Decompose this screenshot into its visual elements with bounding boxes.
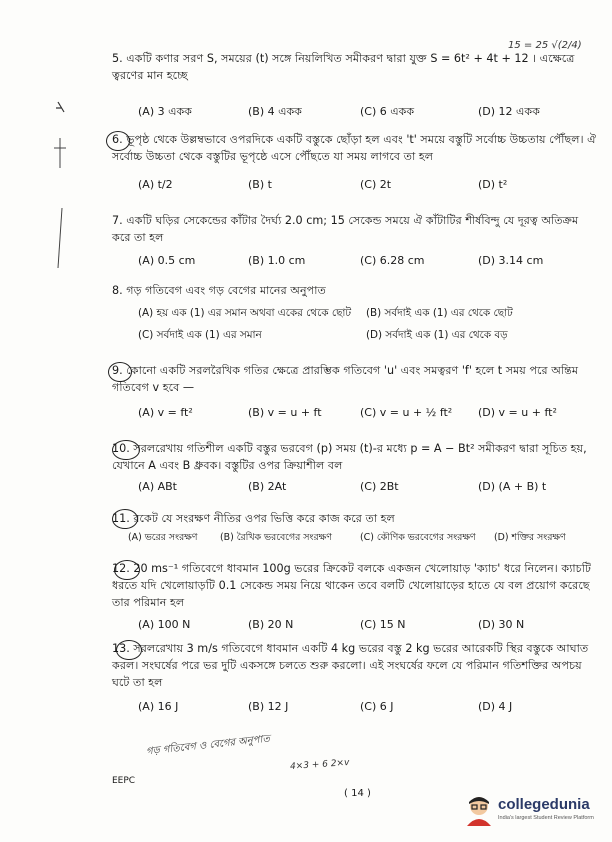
option-a[interactable]: (A) হয় এক (1) এর সমান অথবা একের থেকে ছোট <box>138 307 352 319</box>
option-b[interactable]: (B) 20 N <box>248 618 294 631</box>
option-c[interactable]: (C) কৌণিক ভরবেগের সংরক্ষণ <box>360 532 476 543</box>
option-b[interactable]: (B) সর্বদাই এক (1) এর থেকে ছোট <box>366 307 513 319</box>
question-number: 13. <box>112 642 130 655</box>
question-11 <box>112 510 600 527</box>
option-a[interactable]: (A) t/2 <box>138 178 173 191</box>
option-d[interactable]: (D) 3.14 cm <box>478 254 544 267</box>
option-c[interactable]: (C) 6 J <box>360 700 394 713</box>
question-7 <box>112 212 600 246</box>
option-a[interactable]: (A) 0.5 cm <box>138 254 196 267</box>
question-number: 5. <box>112 52 123 65</box>
question-9 <box>112 362 600 396</box>
option-a[interactable]: (A) ভরের সংরক্ষণ <box>128 532 198 543</box>
question-text: সরলরেখায় গতিশীল একটি বস্তুর ভরবেগ (p) সময় (t)-র মধ্যে p = A − Bt² সমীকরণ দ্বারা সূচিত হয়, যেখানে A এবং B ধ্রুবক। বস্তুটির ওপর ক্রিয়াশীল বল <box>112 442 587 472</box>
question-text: সরলরেখায় 3 m/s গতিবেগে ধাবমান একটি 4 kg ভরের বস্তু 2 kg ভরের আরেকটি স্থির বস্তুকে আঘাত করল। সংঘর্ষের পরে ভর দুটি একসঙ্গে চলতে শুরু করলো। এই সংঘর্ষের ফলে যে পরিমান গতিশক্তির অপচয় ঘটে তা হল <box>112 642 589 689</box>
option-c[interactable]: (C) সর্বদাই এক (1) এর সমান <box>138 329 262 341</box>
question-6 <box>112 131 600 165</box>
option-d[interactable]: (D) 30 N <box>478 618 525 631</box>
question-number: 11. <box>112 512 130 525</box>
question-text: গড় গতিবেগ এবং গড় বেগের মানের অনুপাত <box>126 284 326 297</box>
footer-code: EEPC <box>112 776 136 786</box>
option-d[interactable]: (D) সর্বদাই এক (1) এর থেকে বড় <box>366 329 508 341</box>
question-text: রকেট যে সংরক্ষণ নীতির ওপর ভিত্তি করে কাজ করে তা হল <box>133 512 395 525</box>
question-number: 9. <box>112 364 123 377</box>
option-a[interactable]: (A) ABt <box>138 480 177 493</box>
option-d[interactable]: (D) 12 একক <box>478 105 540 118</box>
option-a[interactable]: (A) 100 N <box>138 618 191 631</box>
option-a[interactable]: (A) v = ft² <box>138 406 193 419</box>
question-text: একটি ঘড়ির সেকেন্ডের কাঁটার দৈর্ঘ্য 2.0 cm; 15 সেকেন্ড সময়ে ঐ কাঁটাটির শীর্ষবিন্দু যে দূরত্ব অতিক্রম করে তা হল <box>112 214 579 244</box>
option-d[interactable]: (D) 4 J <box>478 700 513 713</box>
option-c[interactable]: (C) 6.28 cm <box>360 254 425 267</box>
option-b[interactable]: (B) রৈখিক ভরবেগের সংরক্ষণ <box>220 532 332 543</box>
handwritten-calc-bottom: 4×3 + 6 2×v <box>289 757 350 773</box>
question-number: 7. <box>112 214 123 227</box>
option-a[interactable]: (A) 16 J <box>138 700 179 713</box>
student-avatar-icon <box>464 794 494 826</box>
question-number: 6. <box>112 133 123 146</box>
logo-tagline: India's largest Student Review Platform <box>498 815 594 821</box>
option-d[interactable]: (D) t² <box>478 178 508 191</box>
question-number: 12. <box>112 562 130 575</box>
option-d[interactable]: (D) শক্তির সংরক্ষণ <box>494 532 566 543</box>
logo-name: collegedunia <box>498 796 590 813</box>
option-c[interactable]: (C) 2Bt <box>360 480 399 493</box>
option-c[interactable]: (C) v = u + ½ ft² <box>360 406 453 419</box>
question-8 <box>112 282 600 299</box>
question-number: 10. <box>112 442 130 455</box>
question-text: কোনো একটি সরলরৈখিক গতির ক্ষেত্রে প্রারম্ভিক গতিবেগ 'u' এবং সমত্বরণ 'f' হলে t সময় পরে অন্তিম গতিবেগ v হবে — <box>112 364 579 394</box>
question-13 <box>112 640 600 691</box>
page-number: ( 14 ) <box>344 788 371 799</box>
question-text: ভূপৃষ্ঠ থেকে উল্লম্বভাবে ওপরদিকে একটি বস্তুকে ছোঁড়া হল এবং 't' সময়ে বস্তুটি সর্বোচ্চ উচ্চতায় পৌঁছল। ঐ সর্বোচ্চ উচ্চতা থেকে বস্তুটির ভূপৃষ্ঠে এসে পৌঁছতে যা সময় লাগবে তা হল <box>112 133 597 163</box>
option-b[interactable]: (B) 4 একক <box>248 105 302 118</box>
option-b[interactable]: (B) v = u + ft <box>248 406 322 419</box>
option-b[interactable]: (B) t <box>248 178 272 191</box>
question-10 <box>112 440 600 474</box>
option-c[interactable]: (C) 15 N <box>360 618 406 631</box>
question-text: 20 ms⁻¹ গতিবেগে ধাবমান 100g ভরের ক্রিকেট বলকে একজন খেলোয়াড় 'ক্যাচ' ধরে নিলেন। ক্যাচটি ধরতে যদি খেলোয়াড়টি 0.1 সেকেন্ড সময় নিয়ে থাকেন তবে বলটি খেলোয়াড়ের হাতে যে বল প্রয়োগ করেছে তার পরিমান হল <box>112 562 592 609</box>
option-b[interactable]: (B) 12 J <box>248 700 289 713</box>
question-number: 8. <box>112 284 123 297</box>
collegedunia-logo <box>462 794 602 828</box>
handwritten-note-bottom: গড় গতিবেগ ও বেগের অনুপাত <box>145 733 271 758</box>
margin-scribble <box>40 98 80 278</box>
option-a[interactable]: (A) 3 একক <box>138 105 192 118</box>
option-c[interactable]: (C) 6 একক <box>360 105 415 118</box>
option-c[interactable]: (C) 2t <box>360 178 392 191</box>
question-text: একটি কণার সরণ S, সময়ের (t) সঙ্গে নিয়লিখিত সমীকরণ দ্বারা যুক্ত S = 6t² + 4t + 12 । এক্ষেত্রে ত্বরণের মান হচ্ছে <box>112 52 575 82</box>
option-b[interactable]: (B) 1.0 cm <box>248 254 306 267</box>
option-b[interactable]: (B) 2At <box>248 480 287 493</box>
option-d[interactable]: (D) v = u + ft² <box>478 406 557 419</box>
option-d[interactable]: (D) (A + B) t <box>478 480 547 493</box>
question-5 <box>112 50 600 84</box>
handwritten-calc-top-right: 15 = 25 √(2/4) <box>508 40 582 51</box>
question-12 <box>112 560 600 611</box>
